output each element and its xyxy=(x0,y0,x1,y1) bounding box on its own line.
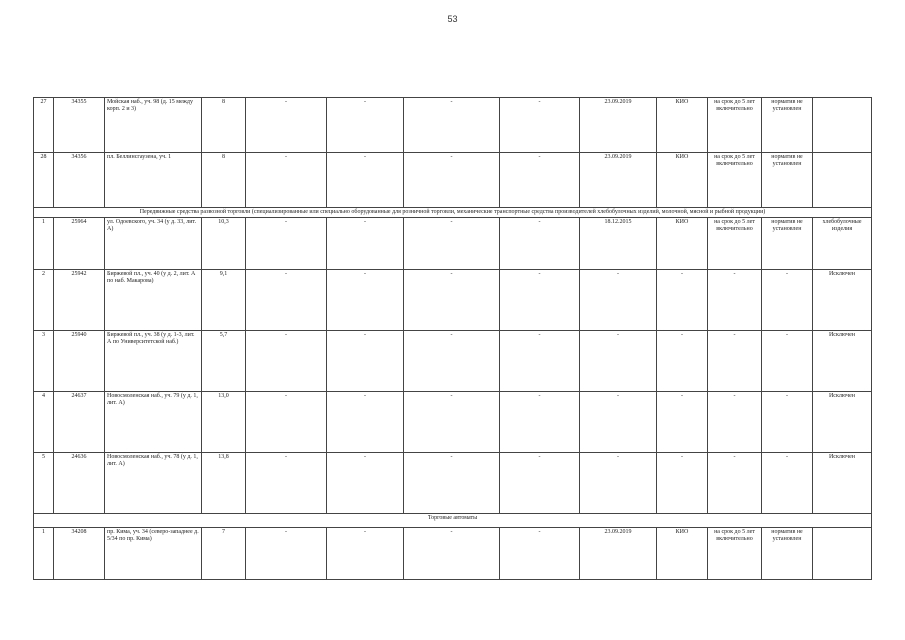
cell-object-id: 25940 xyxy=(54,331,105,392)
cell-norm: норматив не установлен xyxy=(762,98,813,153)
cell-note: Исключен xyxy=(813,331,872,392)
cell-area: 8 xyxy=(202,153,246,208)
cell-col-5: - xyxy=(246,392,327,453)
cell-organization: - xyxy=(657,270,708,331)
cell-term: на срок до 5 лет включительно xyxy=(708,153,762,208)
cell-object-id: 34356 xyxy=(54,153,105,208)
cell-object-id: 25942 xyxy=(54,270,105,331)
section-row xyxy=(34,208,872,218)
cell-note xyxy=(813,98,872,153)
cell-norm: - xyxy=(762,331,813,392)
cell-norm: норматив не установлен xyxy=(762,153,813,208)
cell-address: пр. Кима, уч. 34 (северо-западнее д. 5/34 по пр. Кима) xyxy=(105,528,202,580)
cell-object-id: 24636 xyxy=(54,453,105,514)
cell-area: 13,8 xyxy=(202,453,246,514)
cell-date: 23.09.2019 xyxy=(580,98,657,153)
cell-address: Биржевой пл., уч. 40 (у д. 2, лит. А по наб. Макарова) xyxy=(105,270,202,331)
cell-note: Исключен xyxy=(813,392,872,453)
cell-col-8: - xyxy=(500,270,580,331)
table-row xyxy=(34,98,872,153)
cell-date: - xyxy=(580,453,657,514)
cell-organization: КИО xyxy=(657,218,708,270)
cell-object-id: 24637 xyxy=(54,392,105,453)
cell-col-6: - xyxy=(327,270,404,331)
cell-organization: - xyxy=(657,453,708,514)
cell-col-5: - xyxy=(246,270,327,331)
cell-col-7: - xyxy=(404,392,500,453)
cell-note: Исключен xyxy=(813,270,872,331)
cell-area: 7 xyxy=(202,528,246,580)
cell-col-7: - xyxy=(404,98,500,153)
table-row xyxy=(34,218,872,270)
cell-col-6: - xyxy=(327,528,404,580)
cell-col-7: - xyxy=(404,528,500,580)
cell-term: на срок до 5 лет включительно xyxy=(708,528,762,580)
cell-object-id: 34208 xyxy=(54,528,105,580)
cell-col-8: - xyxy=(500,528,580,580)
cell-date: 23.09.2019 xyxy=(580,153,657,208)
cell-date: 18.12.2015 xyxy=(580,218,657,270)
cell-address: пл. Беллинсгаузена, уч. 1 xyxy=(105,153,202,208)
cell-col-8: - xyxy=(500,392,580,453)
cell-norm: - xyxy=(762,392,813,453)
table-row xyxy=(34,153,872,208)
table-row xyxy=(34,270,872,331)
cell-term: - xyxy=(708,392,762,453)
cell-col-5: - xyxy=(246,98,327,153)
cell-term: на срок до 5 лет включительно xyxy=(708,218,762,270)
cell-organization: - xyxy=(657,392,708,453)
table-row xyxy=(34,331,872,392)
cell-col-5: - xyxy=(246,453,327,514)
table-body xyxy=(34,98,872,580)
cell-col-5: - xyxy=(246,153,327,208)
cell-term: - xyxy=(708,453,762,514)
section-header: Передвижные средства развозной торговли (специализированные или специально оборудованные для розничной торговли, механические транспортные средства производителей хлебобулочных изделий, молочной, мясной и рыбной продукции) xyxy=(34,208,872,218)
cell-norm: - xyxy=(762,270,813,331)
cell-note xyxy=(813,153,872,208)
cell-col-8: - xyxy=(500,218,580,270)
cell-address: ул. Одоевского, уч. 34 (у д. 33, лит. А) xyxy=(105,218,202,270)
cell-col-8: - xyxy=(500,153,580,208)
cell-row-number: 27 xyxy=(34,98,54,153)
cell-norm: - xyxy=(762,453,813,514)
cell-norm: норматив не установлен xyxy=(762,218,813,270)
cell-organization: КИО xyxy=(657,528,708,580)
objects-table xyxy=(33,97,872,580)
cell-date: - xyxy=(580,331,657,392)
cell-col-7: - xyxy=(404,153,500,208)
cell-row-number: 4 xyxy=(34,392,54,453)
cell-term: на срок до 5 лет включительно xyxy=(708,98,762,153)
cell-note: Исключен xyxy=(813,453,872,514)
cell-row-number: 5 xyxy=(34,453,54,514)
cell-col-6: - xyxy=(327,153,404,208)
cell-col-6: - xyxy=(327,218,404,270)
cell-col-6: - xyxy=(327,392,404,453)
cell-col-6: - xyxy=(327,331,404,392)
cell-date: - xyxy=(580,270,657,331)
cell-term: - xyxy=(708,331,762,392)
cell-area: 5,7 xyxy=(202,331,246,392)
cell-object-id: 25964 xyxy=(54,218,105,270)
cell-organization: КИО xyxy=(657,98,708,153)
cell-col-7: - xyxy=(404,331,500,392)
page-number: 53 xyxy=(447,14,458,24)
cell-col-7: - xyxy=(404,453,500,514)
cell-area: 13,0 xyxy=(202,392,246,453)
cell-address: Новосмоленская наб., уч. 78 (у д. 1, лит. А) xyxy=(105,453,202,514)
cell-organization: КИО xyxy=(657,153,708,208)
cell-col-7: - xyxy=(404,218,500,270)
cell-row-number: 1 xyxy=(34,218,54,270)
section-row xyxy=(34,514,872,528)
cell-col-5: - xyxy=(246,218,327,270)
cell-col-5: - xyxy=(246,528,327,580)
table-row xyxy=(34,392,872,453)
cell-norm: норматив не установлен xyxy=(762,528,813,580)
cell-row-number: 28 xyxy=(34,153,54,208)
cell-address: Биржевой пл., уч. 38 (у д. 1-3, лит. А по Университетской наб.) xyxy=(105,331,202,392)
cell-row-number: 3 xyxy=(34,331,54,392)
cell-address: Мойская наб., уч. 98 (д. 15 между корп. 2 и 3) xyxy=(105,98,202,153)
cell-date: 23.09.2019 xyxy=(580,528,657,580)
section-header: Торговые автоматы xyxy=(34,514,872,528)
cell-note xyxy=(813,528,872,580)
cell-object-id: 34355 xyxy=(54,98,105,153)
cell-row-number: 1 xyxy=(34,528,54,580)
cell-col-6: - xyxy=(327,98,404,153)
cell-address: Новосмоленская наб., уч. 79 (у д. 1, лит. А) xyxy=(105,392,202,453)
table-row xyxy=(34,453,872,514)
table-row xyxy=(34,528,872,580)
cell-note: хлебобулочные изделия xyxy=(813,218,872,270)
cell-row-number: 2 xyxy=(34,270,54,331)
cell-col-7: - xyxy=(404,270,500,331)
cell-col-8: - xyxy=(500,331,580,392)
cell-organization: - xyxy=(657,331,708,392)
cell-col-8: - xyxy=(500,453,580,514)
cell-col-5: - xyxy=(246,331,327,392)
cell-area: 9,1 xyxy=(202,270,246,331)
cell-area: 10,3 xyxy=(202,218,246,270)
cell-col-6: - xyxy=(327,453,404,514)
cell-area: 8 xyxy=(202,98,246,153)
cell-col-8: - xyxy=(500,98,580,153)
cell-term: - xyxy=(708,270,762,331)
cell-date: - xyxy=(580,392,657,453)
